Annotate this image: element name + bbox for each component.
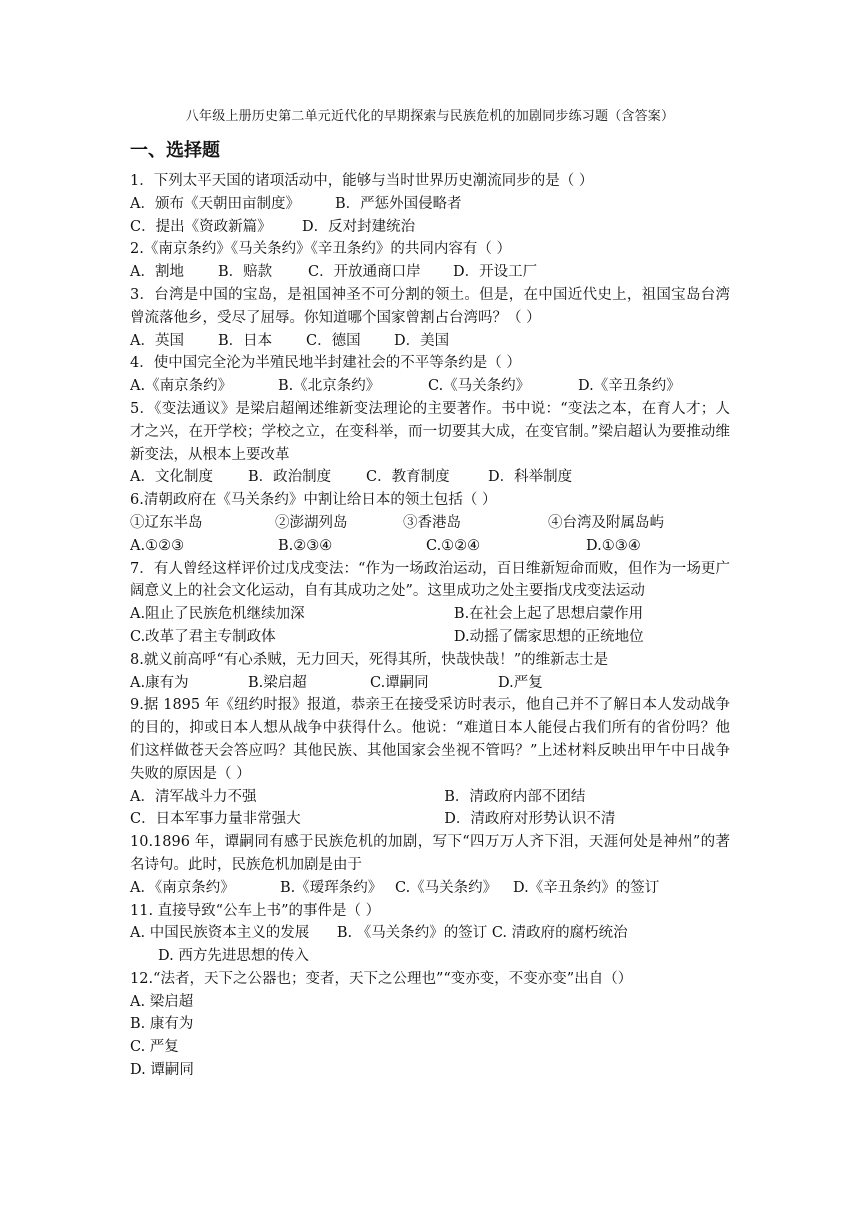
option: C.①②④ (426, 537, 481, 554)
option: B.②③④ (278, 537, 333, 554)
option: B．日本 (218, 332, 273, 349)
option: C.《马关条约》 (428, 378, 531, 395)
question-1-options-row1 (130, 193, 730, 216)
question-3-options (130, 330, 730, 353)
option: A．《南京条约》 (130, 879, 235, 896)
option: B.在社会上起了思想启蒙作用 (453, 606, 644, 623)
option: D.严复 (498, 674, 543, 691)
question-10-options (130, 877, 730, 900)
question-10-stem: 10.1896 年，谭嗣同有感于民族危机的加剧，写下“四万万人齐下泪，天涯何处是神州”的著名诗句。此时，民族危机加剧是由于 (130, 834, 730, 873)
option: B. 康有为 (130, 1016, 194, 1033)
option: A．割地 (130, 264, 184, 281)
question-3-stem: 3．台湾是中国的宝岛，是祖国神圣不可分割的领土。但是，在中国近代史上，祖国宝岛台湾曾流落他乡，受尽了屈辱。你知道哪个国家曾割占台湾吗？（ ） (130, 286, 730, 326)
option: C.《马关条约》 (395, 879, 498, 896)
item: ②澎湖列岛 (275, 514, 348, 531)
question-7-options-row1 (130, 603, 730, 626)
question-9-stem: 9.据 1895 年《纽约时报》报道，恭亲王在接受采访时表示，他自己并不了解日本人发动战争的目的，抑或日本人想从战争中获得什么。他说：“难道日本人能侵占我们所有的省份吗？他们这样做苍天会答应吗？其他民族、其他国家会坐视不管吗？”上述材料反映出甲午中日战争失败的原因是（ ） (130, 697, 730, 782)
option: C．提出《资政新篇》 (130, 218, 272, 235)
option: D.《辛丑条约》的签订 (513, 879, 660, 896)
option: B.梁启超 (248, 674, 307, 691)
option: D．开设工厂 (453, 264, 538, 281)
option: A．清军战斗力不强 (130, 788, 257, 805)
question-8-stem: 8.就义前高呼“有心杀贼，无力回天，死得其所，快哉快哉！”的维新志士是 (130, 651, 609, 668)
question-7-stem: 7．有人曾经这样评价过戊戌变法：“作为一场政治运动，百日维新短命而败，但作为一场更广阔意义上的社会文化运动，自有其成功之处”。这里成功之处主要指戊戌变法运动 (130, 560, 730, 600)
option: B.《北京条约》 (278, 378, 381, 395)
question-8-options (130, 672, 730, 695)
question-9-options-row1 (130, 786, 730, 809)
question-1-stem: 1．下列太平天国的诸项活动中，能够与当时世界历史潮流同步的是（ ） (130, 173, 594, 189)
question-6-options (130, 535, 730, 558)
option: B．赔款 (218, 264, 273, 281)
option: D.动摇了儒家思想的正统地位 (453, 628, 644, 645)
question-6-stem: 6.清朝政府在《马关条约》中割让给日本的领土包括（ ） (130, 492, 497, 509)
option: C. 严复 (130, 1039, 179, 1056)
option: A.《南京条约》 (130, 378, 233, 395)
option: B．清政府内部不团结 (444, 788, 586, 805)
option: C.谭嗣同 (370, 674, 429, 691)
question-11-options-line1: A. 中国民族资本主义的发展 B. 《马关条约》的签订 C. 清政府的腐朽统治 (130, 925, 628, 942)
option: A．英国 (130, 332, 184, 349)
question-12-stem: 12.“法者，天下之公器也；变者，天下之公理也”“变亦变，不变亦变”出自（） (130, 970, 633, 987)
option: A.康有为 (130, 674, 189, 691)
option: A．颁布《天朝田亩制度》 (130, 195, 300, 212)
question-2-stem: 2.《南京条约》《马关条约》《辛丑条约》的共同内容有（ ） (130, 241, 511, 258)
document-title: 八年级上册历史第二单元近代化的早期探索与民族危机的加剧同步练习题（含答案） (185, 109, 675, 124)
question-11-stem: 11. 直接导致“公车上书”的事件是（ ） (130, 902, 381, 919)
question-9-options-row2 (130, 808, 730, 831)
item: ④台湾及附属岛屿 (548, 514, 664, 531)
question-11-options-line2: D. 西方先进思想的传入 (158, 948, 309, 965)
item: ③香港岛 (403, 514, 461, 531)
question-6-items (130, 512, 730, 535)
option: C．教育制度 (366, 469, 450, 486)
option: D.①③④ (586, 537, 641, 554)
option: B．政治制度 (248, 469, 332, 486)
option: B.《瑷珲条约》 (280, 879, 383, 896)
section-heading: 一、选择题 (130, 140, 220, 161)
question-5-stem: 5．《变法通议》是梁启超阐述维新变法理论的主要著作。书中说：“变法之本，在育人才；人才之兴，在开学校；学校之立，在变科举，而一切要其大成，在变官制。”梁启超认为要推动维新变法，从根本上要改革 (130, 400, 730, 463)
question-list (130, 170, 730, 1082)
option: C.改革了君主专制政体 (130, 628, 276, 645)
question-5-options (130, 466, 730, 489)
option: C．开放通商口岸 (308, 264, 421, 281)
option: B．严惩外国侵略者 (335, 195, 462, 212)
question-7-options-row2 (130, 626, 730, 649)
question-4-options (130, 375, 730, 398)
option: D. 谭嗣同 (130, 1062, 194, 1079)
option: A. 梁启超 (130, 993, 194, 1010)
option: D．反对封建统治 (302, 218, 416, 235)
option: D．科举制度 (488, 469, 573, 486)
option: C．德国 (306, 332, 361, 349)
question-2-options (130, 261, 730, 284)
question-4-stem: 4．使中国完全沦为半殖民地半封建社会的不平等条约是（ ） (130, 355, 521, 372)
item: ①辽东半岛 (130, 514, 203, 531)
option: A.阻止了民族危机继续加深 (130, 606, 305, 623)
option: A.①②③ (130, 537, 185, 554)
question-1-options-row2 (130, 216, 730, 239)
option: D．清政府对形势认识不清 (444, 811, 616, 828)
option: D.《辛丑条约》 (578, 378, 681, 395)
option: C．日本军事力量非常强大 (130, 811, 301, 828)
option: A．文化制度 (130, 469, 213, 486)
option: D．美国 (394, 332, 450, 349)
